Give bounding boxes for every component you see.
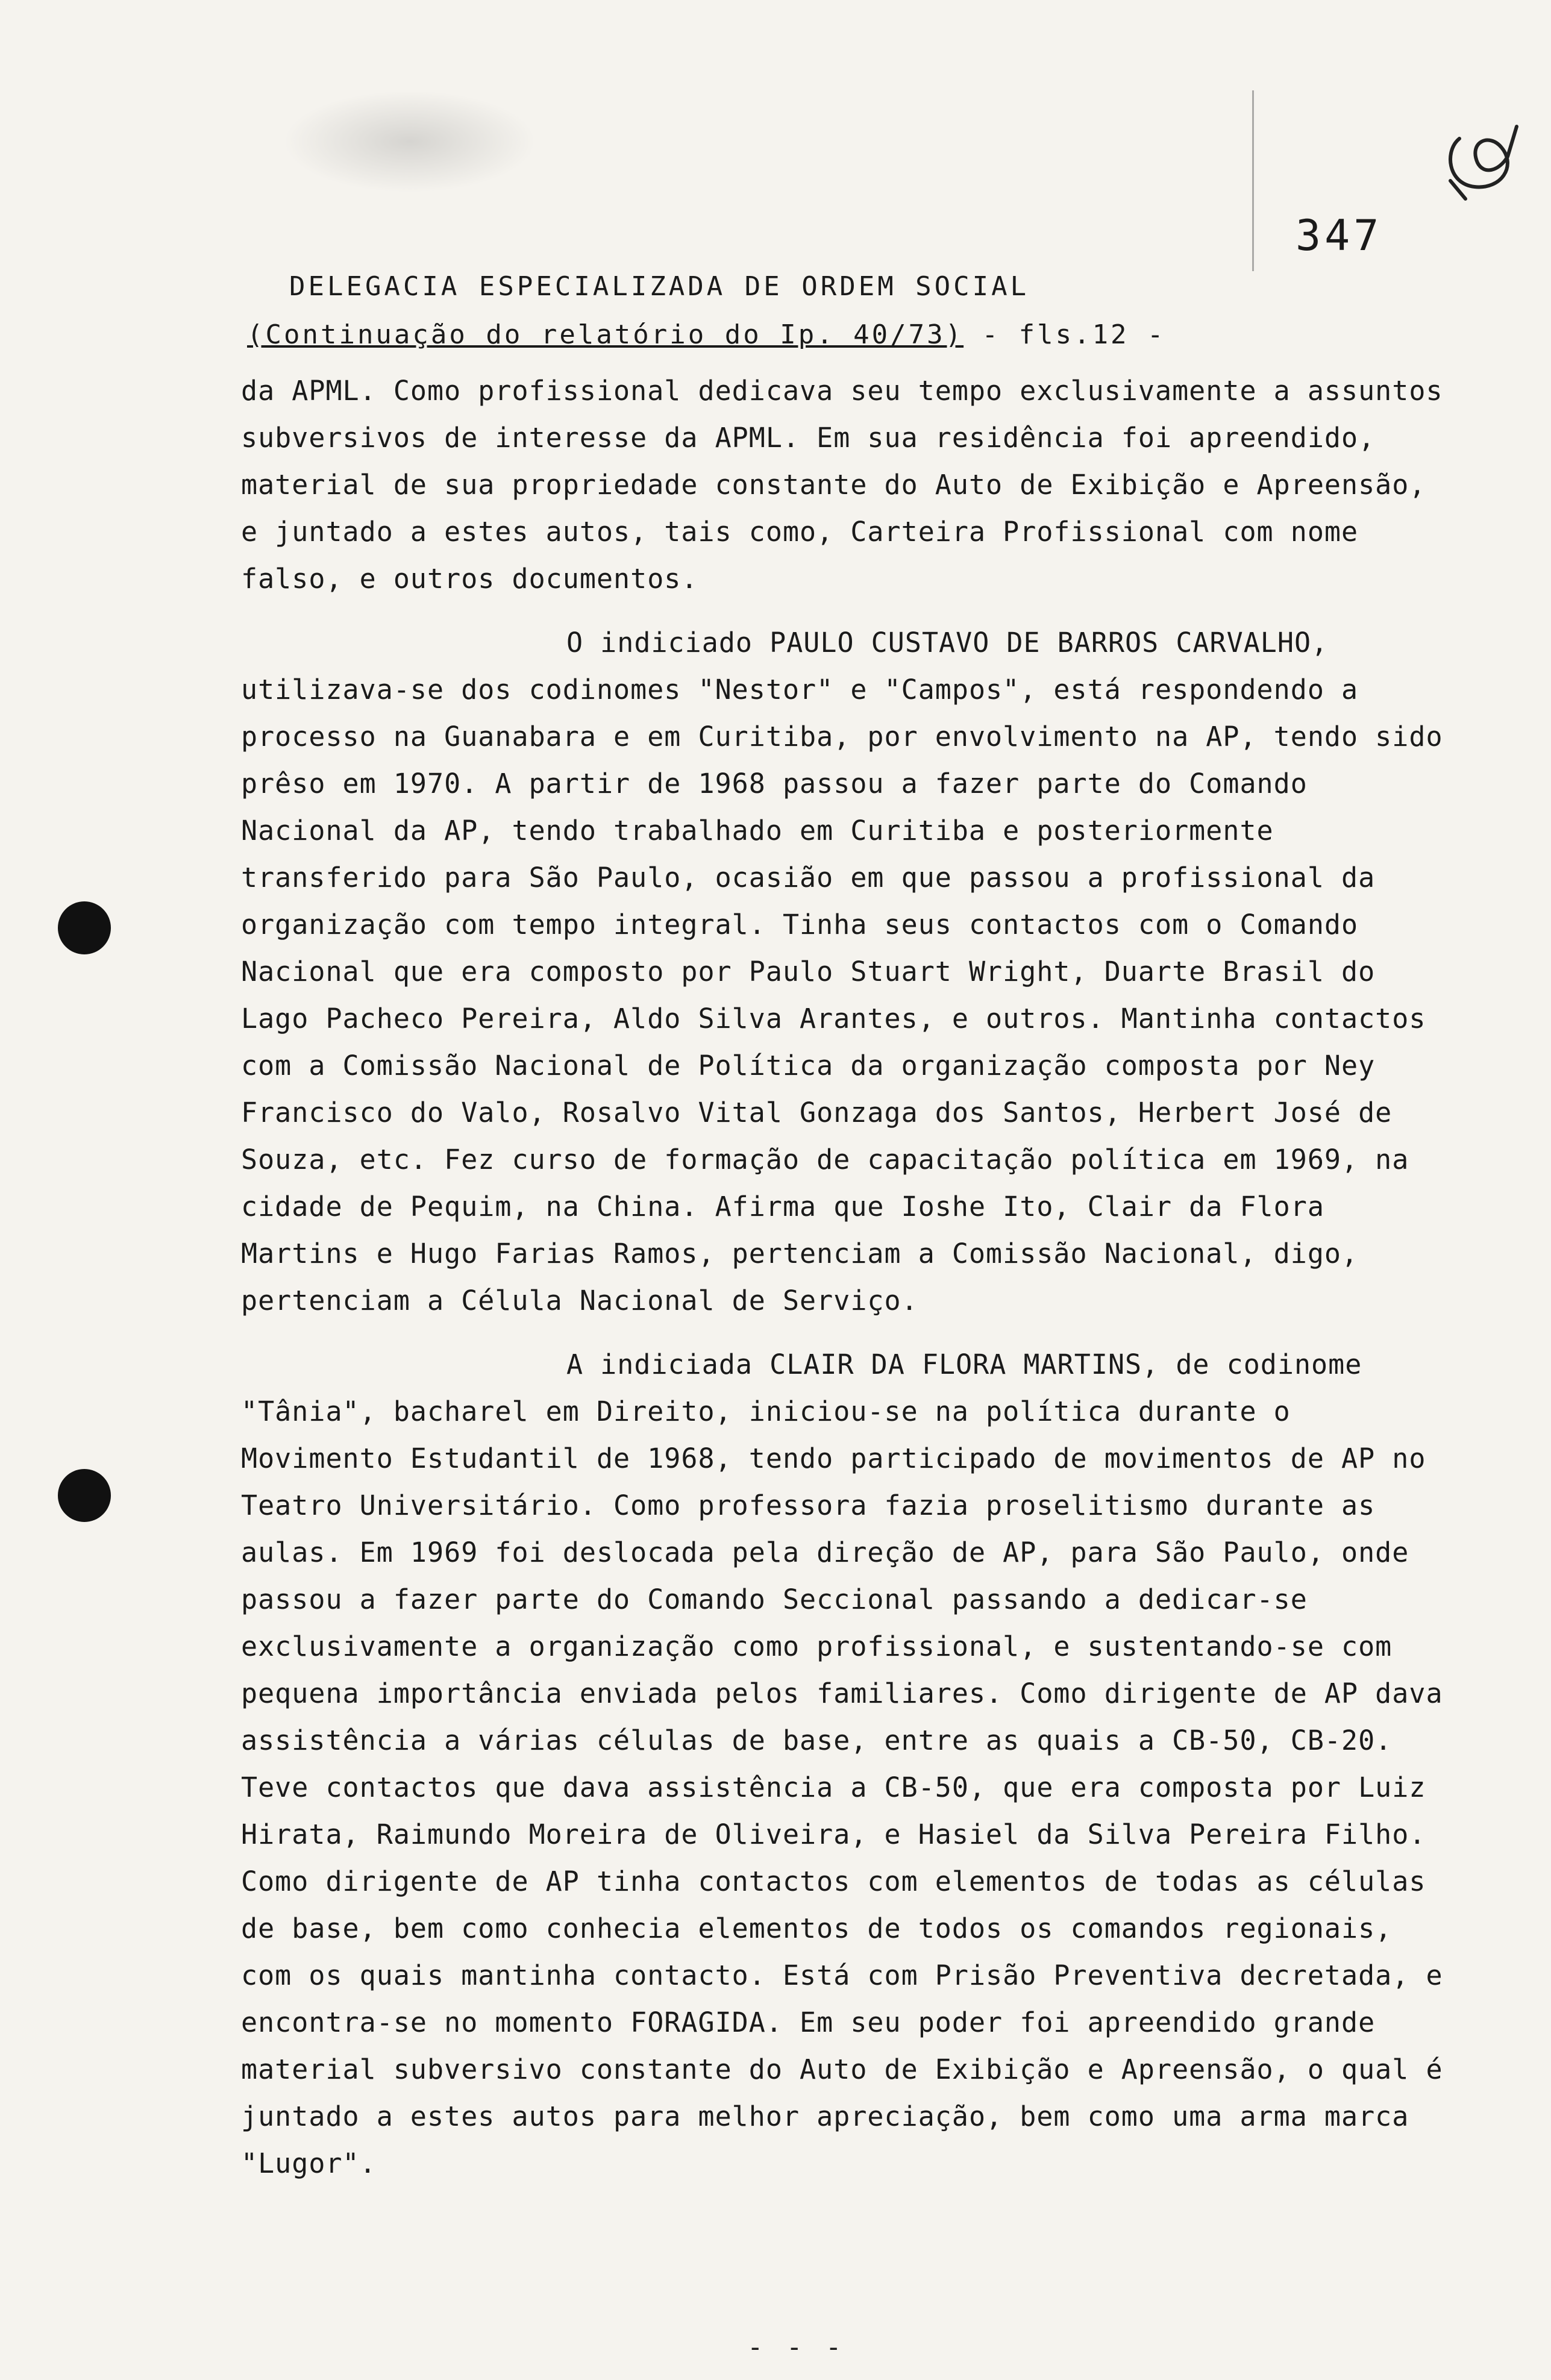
report-reference: (Continuação do relatório do Ip. 40/73)	[247, 319, 964, 350]
paragraph-1	[241, 368, 1446, 603]
paragraph-3	[241, 1341, 1446, 2187]
margin-line	[1252, 90, 1254, 271]
stain-mark	[283, 90, 536, 193]
agency-header: DELEGACIA ESPECIALIZADA DE ORDEM SOCIAL	[289, 271, 1030, 302]
page-number: 347	[1296, 211, 1383, 260]
handwritten-folio-mark	[1441, 114, 1526, 205]
punch-hole	[58, 1469, 111, 1522]
paragraph-2	[241, 619, 1446, 1324]
sheet-number: - fls.12 -	[982, 319, 1166, 350]
report-body	[241, 368, 1446, 2187]
end-mark: - - -	[747, 2332, 845, 2363]
continuation-line	[247, 319, 1452, 350]
paragraph-3-text: A indiciada CLAIR DA FLORA MARTINS, de codinome "Tânia", bacharel em Direito, iniciou-se na política durante o Movimento Estudantil de 1968, tendo participado de movimentos de AP no Teatro Universitário. Como professora fazia proselitismo durante as aulas. Em 1969 foi deslocada pela direção de AP, para São Paulo, onde passou a fazer parte do Comando Seccional passando a dedicar-se exclusivamente a organização como profissional, e sustentando-se com pequena importância enviada pelos familiares. Como dirigente de AP dava assistência a várias células de base, entre as quais a CB-50, CB-20. Teve contactos que dava assistência a CB-50, que era composta por Luiz Hirata, Raimundo Moreira de Oliveira, e Hasiel da Silva Pereira Filho. Como dirigente de AP tinha contactos com elementos de todas as células de base, bem como conhecia elementos de todos os comandos regionais, com os quais mantinha contacto. Está com Prisão Preventiva decretada, e encontra-se no momento FORAGIDA. Em seu poder foi apreendido grande material subversivo constante do Auto de Exibição e Apreensão, o qual é juntado a estes autos para melhor apreciação, bem como uma arma marca "Lugor".	[241, 1348, 1443, 2179]
paragraph-1-text: da APML. Como profissional dedicava seu tempo exclusivamente a assuntos subversivos de interesse da APML. Em sua residência foi apreendido, material de sua propriedade constante do Auto de Exibição e Apreensão, e juntado a estes autos, tais como, Carteira Profissional com nome falso, e outros documentos.	[241, 375, 1443, 595]
punch-hole	[58, 901, 111, 954]
paragraph-2-text: O indiciado PAULO CUSTAVO DE BARROS CARVALHO, utilizava-se dos codinomes "Nestor" e "Campos", está respondendo a processo na Guanabara e em Curitiba, por envolvimento na AP, tendo sido prêso em 1970. A partir de 1968 passou a fazer parte do Comando Nacional da AP, tendo trabalhado em Curitiba e posteriormente transferido para São Paulo, ocasião em que passou a profissional da organização com tempo integral. Tinha seus contactos com o Comando Nacional que era composto por Paulo Stuart Wright, Duarte Brasil do Lago Pacheco Pereira, Aldo Silva Arantes, e outros. Mantinha contactos com a Comissão Nacional de Política da organização composta por Ney Francisco do Valo, Rosalvo Vital Gonzaga dos Santos, Herbert José de Souza, etc. Fez curso de formação de capacitação política em 1969, na cidade de Pequim, na China. Afirma que Ioshe Ito, Clair da Flora Martins e Hugo Farias Ramos, pertenciam a Comissão Nacional, digo, pertenciam a Célula Nacional de Serviço.	[241, 627, 1443, 1317]
